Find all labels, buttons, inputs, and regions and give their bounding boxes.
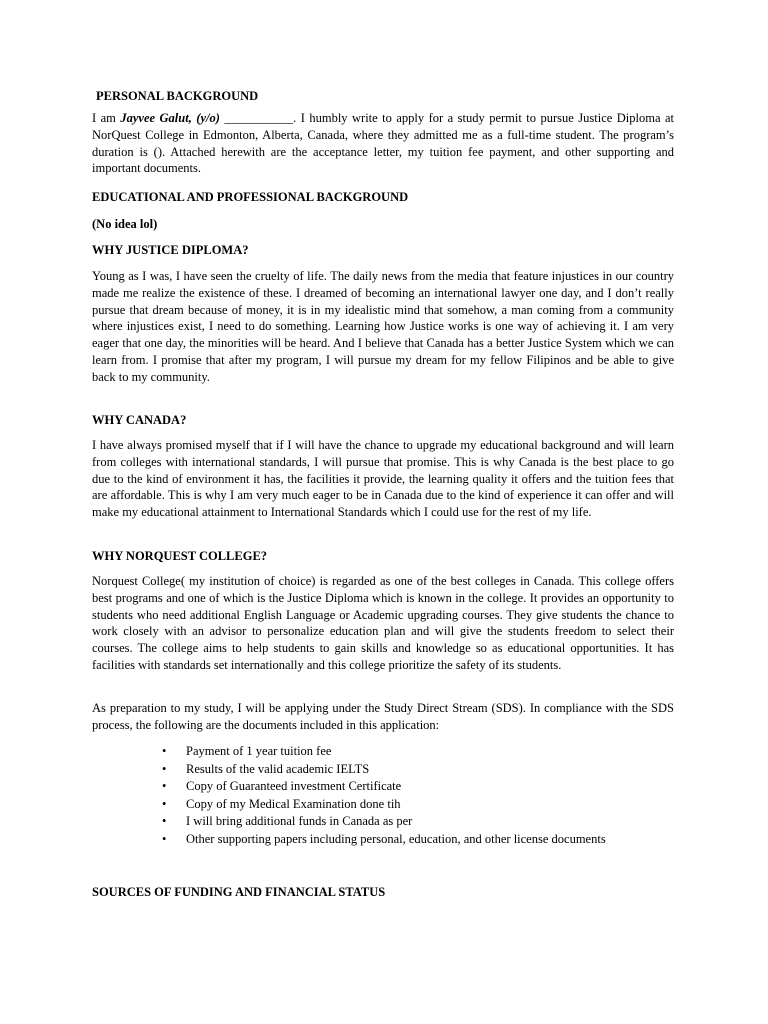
bullet-icon: • <box>162 796 167 811</box>
why-justice-heading: WHY JUSTICE DIPLOMA? <box>92 243 249 257</box>
why-norquest-heading: WHY NORQUEST COLLEGE? <box>92 549 268 563</box>
list-item <box>162 831 606 849</box>
why-canada-heading: WHY CANADA? <box>92 413 187 427</box>
list-item-text: Payment of 1 year tuition fee <box>186 744 332 758</box>
personal-background-heading: PERSONAL BACKGROUND <box>96 89 259 103</box>
bullet-icon: • <box>162 744 167 758</box>
preparation-paragraph: As preparation to my study, I will be applying under the Study Direct Stream (SDS). In compliance with the SDS process, the following are the documents included in this application: <box>92 701 674 732</box>
intro-prefix: I am <box>92 111 121 125</box>
why-justice-paragraph: Young as I was, I have seen the cruelty of life. The daily news from the media that feature injustices in our country made me realize the existence of these. I dreamed of becoming an international lawyer one day, and I don’t really pursue that dream because of money, it is in my idealistic mind that somehow, a man coming from a community where injustices exist, I need to do something. Learning how Justice works is one way of achieving it. I am very eager that one day, the minorities will be heard. And I believe that Canada has a better Justice System which we can learn from. I promise that after my program, I will pursue my dream for my fellow Filipinos and be able to give back to my community. <box>92 269 674 384</box>
list-item <box>162 796 606 814</box>
why-norquest-paragraph: Norquest College( my institution of choice) is regarded as one of the best colleges in Canada. This college offers best programs and one of which is the Justice Diploma which is known in the college. It provides an opportunity to students who need additional English Language or Academic upgrading courses. They give students the chance to work closely with an advisor to personalize education plan and will give the students freedom to select their courses. The college aims to help students to gain skills and knowledge so as educational opportunities. It has facilities with standards set internationally and this college prioritize the safety of its students. <box>92 574 674 672</box>
list-item <box>162 778 606 796</box>
list-item-text: Copy of Guaranteed investment Certificate <box>186 779 402 794</box>
intro-rest: I humbly write to apply for a study permit to pursue Justice Diploma at NorQuest College in Edmonton, Alberta, Canada, where they admitted me as a full-time student. The program’s duration is (). Attached herewith are the acceptance letter, my tuition fee payment, and other supporting and important documents. <box>92 111 674 176</box>
funding-heading: SOURCES OF FUNDING AND FINANCIAL STATUS <box>92 885 386 899</box>
bullet-icon: • <box>162 779 167 794</box>
intro-blank: ___________. <box>219 111 297 125</box>
list-item-text: Copy of my Medical Examination done tih <box>186 796 401 811</box>
list-item-text: Results of the valid academic IELTS <box>186 761 370 776</box>
list-item-text: Other supporting papers including personal, education, and other license documents <box>186 831 606 846</box>
intro-paragraph <box>92 110 674 177</box>
documents-list <box>162 743 606 849</box>
why-canada-paragraph: I have always promised myself that if I will have the chance to upgrade my educational background and will learn from colleges with international standards, I will pursue that promise. This is why Canada is the best place to go due to the kind of environment it has, the facilities it provide, the learning quality it offers and the tuition fees that are affordable. This is why I am very much eager to be in Canada due to the kind of experience it can offer and will make my educational attainment to International Standards which I could use for the rest of my life. <box>92 438 674 520</box>
bullet-icon: • <box>162 831 167 846</box>
list-item <box>162 761 606 779</box>
bullet-icon: • <box>162 761 167 776</box>
educational-background-text: (No idea lol) <box>92 217 158 231</box>
list-item-text: I will bring additional funds in Canada as per <box>186 814 413 829</box>
bullet-icon: • <box>162 814 167 829</box>
applicant-name: Jayvee Galut, (y/o) <box>120 111 220 125</box>
list-item <box>162 743 606 761</box>
educational-background-heading: EDUCATIONAL AND PROFESSIONAL BACKGROUND <box>92 190 409 204</box>
list-item <box>162 813 606 831</box>
